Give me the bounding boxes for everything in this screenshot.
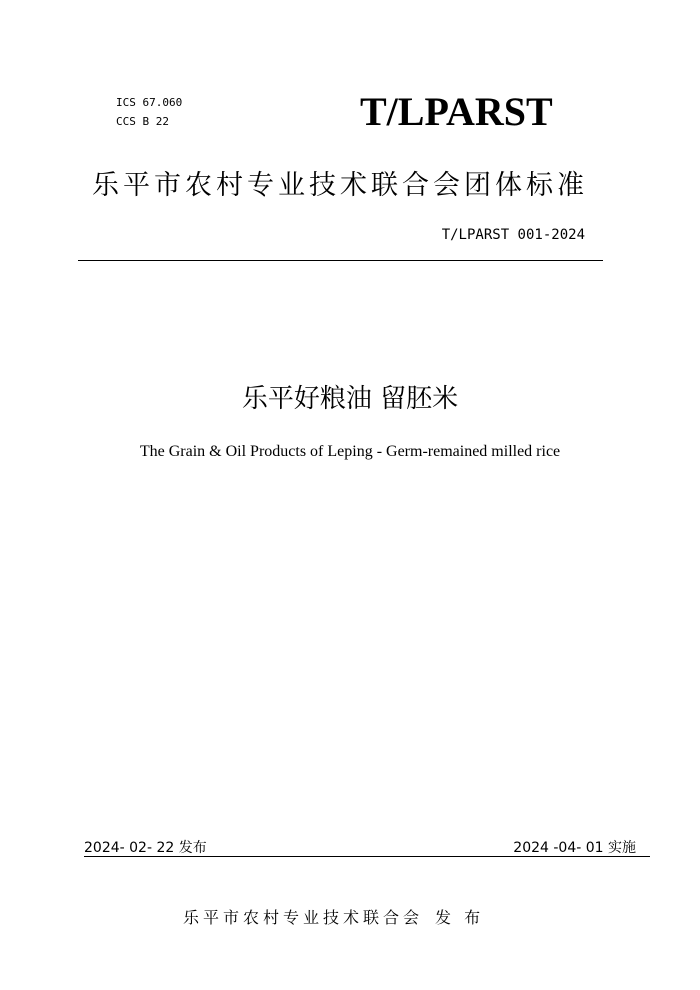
- publisher-line: [183, 908, 484, 928]
- standard-logo-code: T/LPARST: [360, 89, 553, 134]
- publish-date: 2024- 02- 22 发布: [84, 840, 207, 856]
- implementation-date: 2024 -04- 01 实施: [513, 840, 636, 856]
- document-title: 乐平好粮油 留胚米: [241, 384, 459, 414]
- publisher-name: 乐平市农村专业技术联合会: [183, 908, 424, 927]
- ccs-code: CCS B 22: [116, 115, 169, 128]
- footer-divider: [84, 856, 650, 857]
- standard-number: T/LPARST 001-2024: [441, 227, 585, 243]
- header-divider: [78, 260, 603, 261]
- publish-action: 发 布: [435, 908, 485, 927]
- organization-title: 乐平市农村专业技术联合会团体标准: [92, 170, 588, 201]
- document-subtitle-english: The Grain & Oil Products of Leping - Germ-remained milled rice: [139, 443, 561, 460]
- ics-code: ICS 67.060: [116, 96, 183, 109]
